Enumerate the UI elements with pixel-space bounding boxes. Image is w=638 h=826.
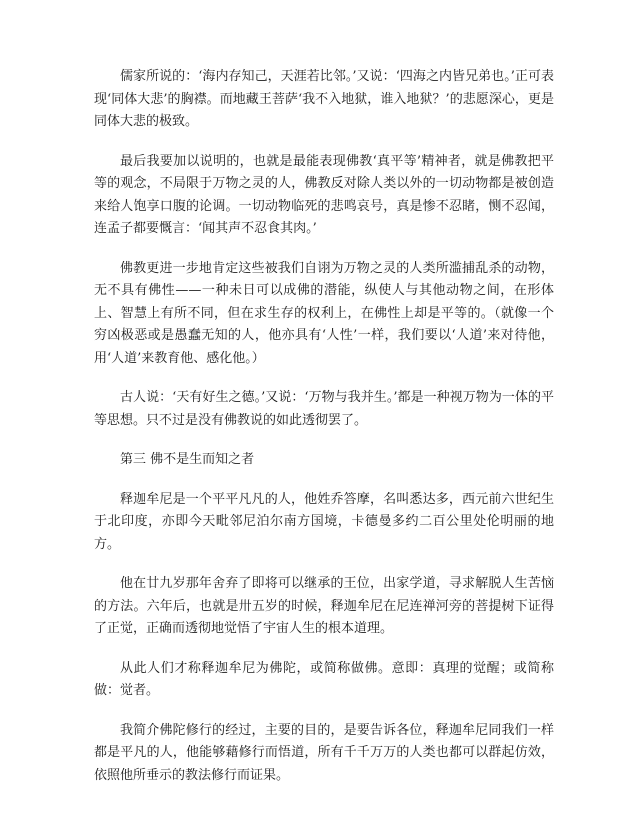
paragraph-2: 最后我要加以说明的，也就是最能表现佛教‘真平等’精神者，就是佛教把平等的观念，不局限于万物之灵的人，佛教反对除人类以外的一切动物都是被创造来给人饱享口腹的论调。一切动物临死的悲鸣哀号，真是惨不忍睹，恻不忍闻，连孟子都要慨言：‘闻其声不忍食其肉。’ bbox=[94, 153, 554, 236]
section-heading: 第三 佛不是生而知之者 bbox=[120, 452, 255, 467]
document-page bbox=[94, 66, 554, 804]
paragraph-4: 古人说：‘天有好生之德。’又说：‘万物与我并生。’都是一种视万物为一体的平等思想。只不过是没有佛教说的如此透彻罢了。 bbox=[94, 390, 554, 428]
paragraph-3: 佛教更进一步地肯定这些被我们自诩为万物之灵的人类所滥捕乱杀的动物，无不具有佛性——一种未日可以成佛的潜能，纵使人与其他动物之间，在形体上、智慧上有所不同，但在求生存的权利上，在佛性上却是平等的。（就像一个穷凶极恶或是愚蠢无知的人，他亦具有‘人性’一样，我们要以‘人道’来对待他，用‘人道’来教育他、感化他。） bbox=[94, 260, 554, 366]
paragraph-6: 他在廿九岁那年舍弃了即将可以继承的王位，出家学道，寻求解脱人生苦恼的方法。六年后，也就是卅五岁的时候，释迦牟尼在尼连禅河旁的菩提树下证得了正觉，正确而透彻地觉悟了宇宙人生的根本道理。 bbox=[94, 576, 554, 636]
paragraph-5: 释迦牟尼是一个平平凡凡的人，他姓乔答摩，名叫悉达多，西元前六世纪生于北印度，亦即今天毗邻尼泊尔南方国境，卡德曼多约二百公里处伦明丽的地方。 bbox=[94, 491, 554, 552]
paragraph-7: 从此人们才称释迦牟尼为佛陀，或简称做佛。意即：真理的觉醒；或简称做：觉者。 bbox=[94, 660, 554, 698]
paragraph-1: 儒家所说的：‘海内存知己，天涯若比邻。’又说：‘四海之内皆兄弟也。’正可表现‘同体大悲’的胸襟。而地藏王菩萨‘我不入地狱，谁入地狱？’的悲愿深心，更是同体大悲的极致。 bbox=[94, 69, 554, 129]
paragraph-8: 我简介佛陀修行的经过，主要的目的，是要告诉各位，释迦牟尼同我们一样都是平凡的人，他能够藉修行而悟道，所有千千万万的人类也都可以群起仿效，依照他所垂示的教法修行而证果。 bbox=[94, 722, 554, 783]
